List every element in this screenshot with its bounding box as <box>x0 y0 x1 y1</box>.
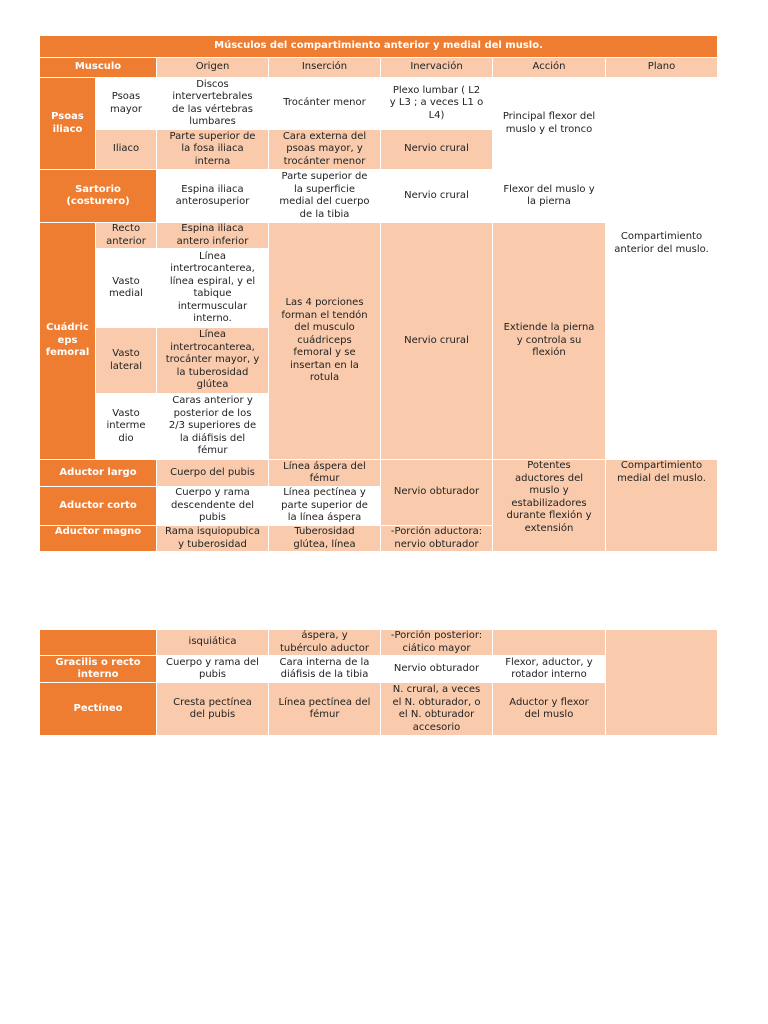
pectineo-inervacion: N. crural, a veces el N. obturador, o el N. obturador accesorio <box>381 683 493 736</box>
gracilis-insercion: Cara interna de la diáfisis de la tibia <box>269 656 381 683</box>
pectineo-insercion: Línea pectínea del fémur <box>269 683 381 736</box>
muscle-recto-anterior: Recto anterior <box>96 223 157 249</box>
cont-accion-blank <box>493 630 606 656</box>
header-insercion: Inserción <box>269 58 381 78</box>
sartorio-inervacion: Nervio crural <box>381 170 493 223</box>
muscle-aductor-largo: Aductor largo <box>40 460 157 487</box>
iliaco-origen: Parte superior de la fosa iliaca interna <box>157 130 269 170</box>
muscle-psoas-mayor: Psoas mayor <box>96 78 157 130</box>
pectineo-accion: Aductor y flexor del muslo <box>493 683 606 736</box>
aductor-magno-origen: Rama isquiopubica y tuberosidad <box>157 526 269 552</box>
aductor-largo-origen: Cuerpo del pubis <box>157 460 269 487</box>
plano-anterior: Compartimiento anterior del muslo. <box>606 223 718 460</box>
header-plano: Plano <box>606 58 718 78</box>
muscle-table-continued <box>39 629 718 736</box>
aductor-magno-insercion: Tuberosidad glútea, línea <box>269 526 381 552</box>
cont-plano-blank <box>606 630 718 736</box>
plano-medial: Compartimiento medial del muslo. <box>606 460 718 552</box>
aductor-corto-insercion: Línea pectínea y parte superior de la línea áspera <box>269 487 381 526</box>
aductor-corto-origen: Cuerpo y rama descendente del pubis <box>157 487 269 526</box>
gracilis-accion: Flexor, aductor, y rotador interno <box>493 656 606 683</box>
sartorio-accion: Flexor del muslo y la pierna <box>493 170 606 223</box>
group-psoas-iliaco: Psoas iliaco <box>40 78 96 170</box>
muscle-table <box>39 35 718 552</box>
gracilis-inervacion: Nervio obturador <box>381 656 493 683</box>
muscle-vasto-lateral: Vasto lateral <box>96 328 157 394</box>
cuadriceps-insercion: Las 4 porciones forman el tendón del musculo cuádriceps femoral y se insertan en la rotula <box>269 223 381 460</box>
plano-blank <box>606 78 718 223</box>
header-musculo: Musculo <box>40 58 157 78</box>
psoas-mayor-inervacion: Plexo lumbar ( L2 y L3 ; a veces L1 o L4) <box>381 78 493 130</box>
aductor-largo-insercion: Línea áspera del fémur <box>269 460 381 487</box>
header-origen: Origen <box>157 58 269 78</box>
muscle-vasto-medial: Vasto medial <box>96 249 157 328</box>
pectineo-origen: Cresta pectínea del pubis <box>157 683 269 736</box>
cont-insercion: áspera, y tubérculo aductor <box>269 630 381 656</box>
iliaco-inervacion: Nervio crural <box>381 130 493 170</box>
cont-musculo-blank <box>40 630 157 656</box>
sartorio-insercion: Parte superior de la superficie medial del cuerpo de la tibia <box>269 170 381 223</box>
cuadriceps-accion: Extiende la pierna y controla su flexión <box>493 223 606 460</box>
cuadriceps-inervacion: Nervio crural <box>381 223 493 460</box>
recto-anterior-origen: Espina iliaca antero inferior <box>157 223 269 249</box>
psoas-iliaco-accion: Principal flexor del muslo y el tronco <box>493 78 606 170</box>
header-inervacion: Inervación <box>381 58 493 78</box>
cont-inervacion: -Porción posterior: ciático mayor <box>381 630 493 656</box>
vasto-intermedio-origen: Caras anterior y posterior de los 2/3 superiores de la diáfisis del fémur <box>157 394 269 460</box>
table-title: Músculos del compartimiento anterior y medial del muslo. <box>40 36 718 58</box>
muscle-sartorio: Sartorio (costurero) <box>40 170 157 223</box>
sartorio-origen: Espina iliaca anterosuperior <box>157 170 269 223</box>
cont-origen: isquiática <box>157 630 269 656</box>
header-accion: Acción <box>493 58 606 78</box>
psoas-mayor-insercion: Trocánter menor <box>269 78 381 130</box>
muscle-vasto-intermedio: Vasto interme dio <box>96 394 157 460</box>
muscle-pectineo: Pectíneo <box>40 683 157 736</box>
muscle-iliaco: Iliaco <box>96 130 157 170</box>
aductores-inervacion: Nervio obturador <box>381 460 493 526</box>
vasto-lateral-origen: Línea intertrocanterea, trocánter mayor, y la tuberosidad glútea <box>157 328 269 394</box>
aductores-accion: Potentes aductores del muslo y estabilizadores durante flexión y extensión <box>493 460 606 552</box>
iliaco-insercion: Cara externa del psoas mayor, y trocánter menor <box>269 130 381 170</box>
group-cuadriceps: Cuádric eps femoral <box>40 223 96 460</box>
muscle-aductor-magno: Aductor magno <box>40 526 157 552</box>
gracilis-origen: Cuerpo y rama del pubis <box>157 656 269 683</box>
psoas-mayor-origen: Discos intervertebrales de las vértebras lumbares <box>157 78 269 130</box>
vasto-medial-origen: Línea intertrocanterea, línea espiral, y el tabique intermuscular interno. <box>157 249 269 328</box>
muscle-gracilis: Gracilis o recto interno <box>40 656 157 683</box>
muscle-aductor-corto: Aductor corto <box>40 487 157 526</box>
aductor-magno-inervacion: -Porción aductora: nervio obturador <box>381 526 493 552</box>
